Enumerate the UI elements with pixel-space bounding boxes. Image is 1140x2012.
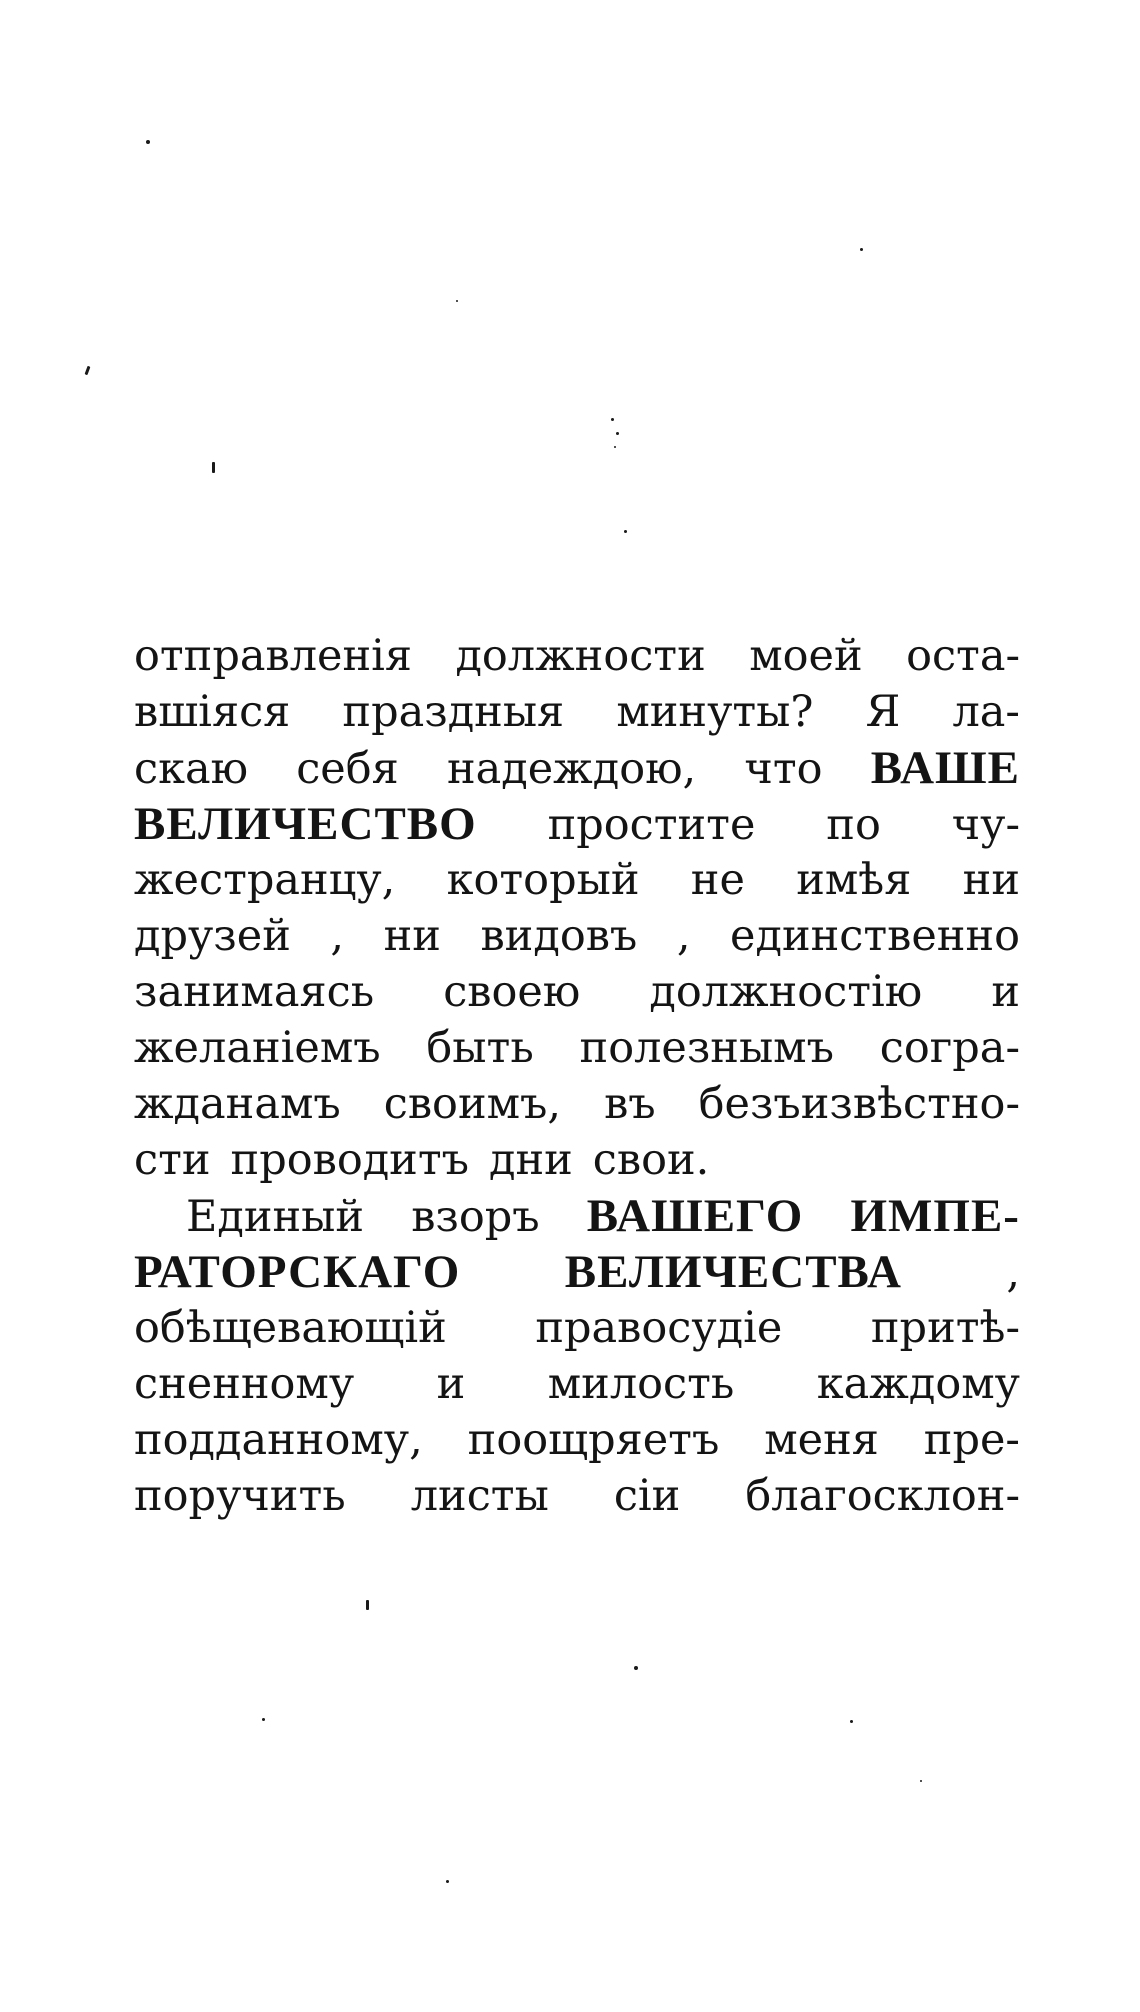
- word: поручить: [134, 1471, 346, 1521]
- word: по: [826, 800, 881, 850]
- word: надеждою,: [446, 744, 697, 794]
- text-line: [134, 1020, 1020, 1076]
- ink-speck: [614, 446, 616, 448]
- ink-speck: [634, 1666, 638, 1670]
- word: безъизвѣстно-: [698, 1079, 1020, 1129]
- ink-speck: [262, 1718, 265, 1721]
- word: который: [446, 855, 640, 905]
- word: ни: [383, 911, 441, 961]
- text-line: [134, 1356, 1020, 1412]
- word: ла-: [952, 687, 1020, 737]
- word: что: [744, 744, 823, 794]
- word: должностію: [649, 967, 923, 1017]
- word: отправленія: [134, 631, 413, 681]
- word: единственно: [730, 911, 1020, 961]
- word: жданамъ: [134, 1079, 341, 1129]
- word: простите: [547, 800, 756, 850]
- text-line: [134, 1076, 1020, 1132]
- word: себя: [296, 744, 399, 794]
- ink-speck: [446, 1880, 449, 1883]
- word: ВАШЕГО: [586, 1190, 804, 1242]
- ink-speck: [85, 366, 91, 375]
- word: ,: [330, 911, 345, 961]
- ink-speck: [616, 432, 619, 435]
- word: имѣя: [796, 855, 912, 905]
- word: притѣ-: [870, 1303, 1020, 1353]
- ink-speck: [366, 1600, 369, 1610]
- text-line: [134, 964, 1020, 1020]
- word: правосудіе: [535, 1303, 783, 1353]
- ink-speck: [611, 418, 614, 421]
- text-line: [134, 908, 1020, 964]
- word: и: [991, 967, 1020, 1017]
- word: взоръ: [411, 1192, 540, 1242]
- word: поощряетъ: [467, 1415, 720, 1465]
- word: милость: [547, 1359, 735, 1409]
- word: въ: [604, 1079, 656, 1129]
- text-line: [134, 1468, 1020, 1524]
- word: праздныя: [342, 687, 565, 737]
- word: скаю: [134, 744, 249, 794]
- word: подданному,: [134, 1415, 423, 1465]
- word: согра-: [879, 1023, 1020, 1073]
- word: дни: [488, 1135, 573, 1185]
- word: ,: [1006, 1248, 1020, 1298]
- ink-speck: [624, 530, 627, 533]
- word: ВЕЛИЧЕСТВО: [134, 798, 477, 850]
- text-line: [134, 796, 1020, 852]
- ink-speck: [860, 248, 863, 251]
- text-line: [134, 684, 1020, 740]
- word: моей: [749, 631, 863, 681]
- word: и: [436, 1359, 466, 1409]
- word: занимаясь: [134, 967, 375, 1017]
- word: видовъ: [480, 911, 638, 961]
- word: своимъ,: [383, 1079, 562, 1129]
- word: желаніемъ: [134, 1023, 381, 1073]
- word: жестранцу,: [134, 855, 396, 905]
- word: Я: [865, 687, 901, 737]
- word: должности: [455, 631, 706, 681]
- text-line: [134, 740, 1020, 796]
- word: своею: [443, 967, 581, 1017]
- ink-speck: [456, 300, 458, 302]
- word: ВАШЕ: [870, 742, 1020, 794]
- word: листы: [410, 1471, 549, 1521]
- word: друзей: [134, 911, 291, 961]
- word: не: [690, 855, 745, 905]
- word: Единый: [186, 1192, 365, 1242]
- word: быть: [426, 1023, 534, 1073]
- word: минуты?: [616, 687, 814, 737]
- word: ВЕЛИЧЕСТВА: [564, 1246, 902, 1298]
- text-line: [134, 1412, 1020, 1468]
- text-line: [134, 628, 1020, 684]
- text-line: [134, 1300, 1020, 1356]
- word: ни: [962, 855, 1020, 905]
- word: проводитъ: [230, 1135, 469, 1185]
- word: сіи: [613, 1471, 681, 1521]
- word: ,: [676, 911, 691, 961]
- word: свои.: [592, 1135, 710, 1185]
- word: каждому: [816, 1359, 1020, 1409]
- text-line: [134, 1188, 1020, 1244]
- word: обѣщевающій: [134, 1303, 447, 1353]
- ink-speck: [850, 1720, 853, 1723]
- word: оста-: [906, 631, 1020, 681]
- word: чу-: [951, 800, 1020, 850]
- word: пре-: [923, 1415, 1020, 1465]
- text-line: [134, 1244, 1020, 1300]
- ink-speck: [146, 140, 150, 144]
- word: вшіяся: [134, 687, 291, 737]
- word: полезнымъ: [579, 1023, 834, 1073]
- word: сти: [134, 1135, 211, 1185]
- word: меня: [764, 1415, 879, 1465]
- word: РАТОРСКАГО: [134, 1246, 461, 1298]
- text-line: [134, 1132, 1020, 1188]
- ink-speck: [920, 1780, 922, 1782]
- word: сненному: [134, 1359, 355, 1409]
- ink-speck: [212, 462, 215, 473]
- word: ИМПЕ-: [850, 1190, 1020, 1242]
- body-text: [134, 628, 1020, 1524]
- word: благосклон-: [745, 1471, 1020, 1521]
- text-line: [134, 852, 1020, 908]
